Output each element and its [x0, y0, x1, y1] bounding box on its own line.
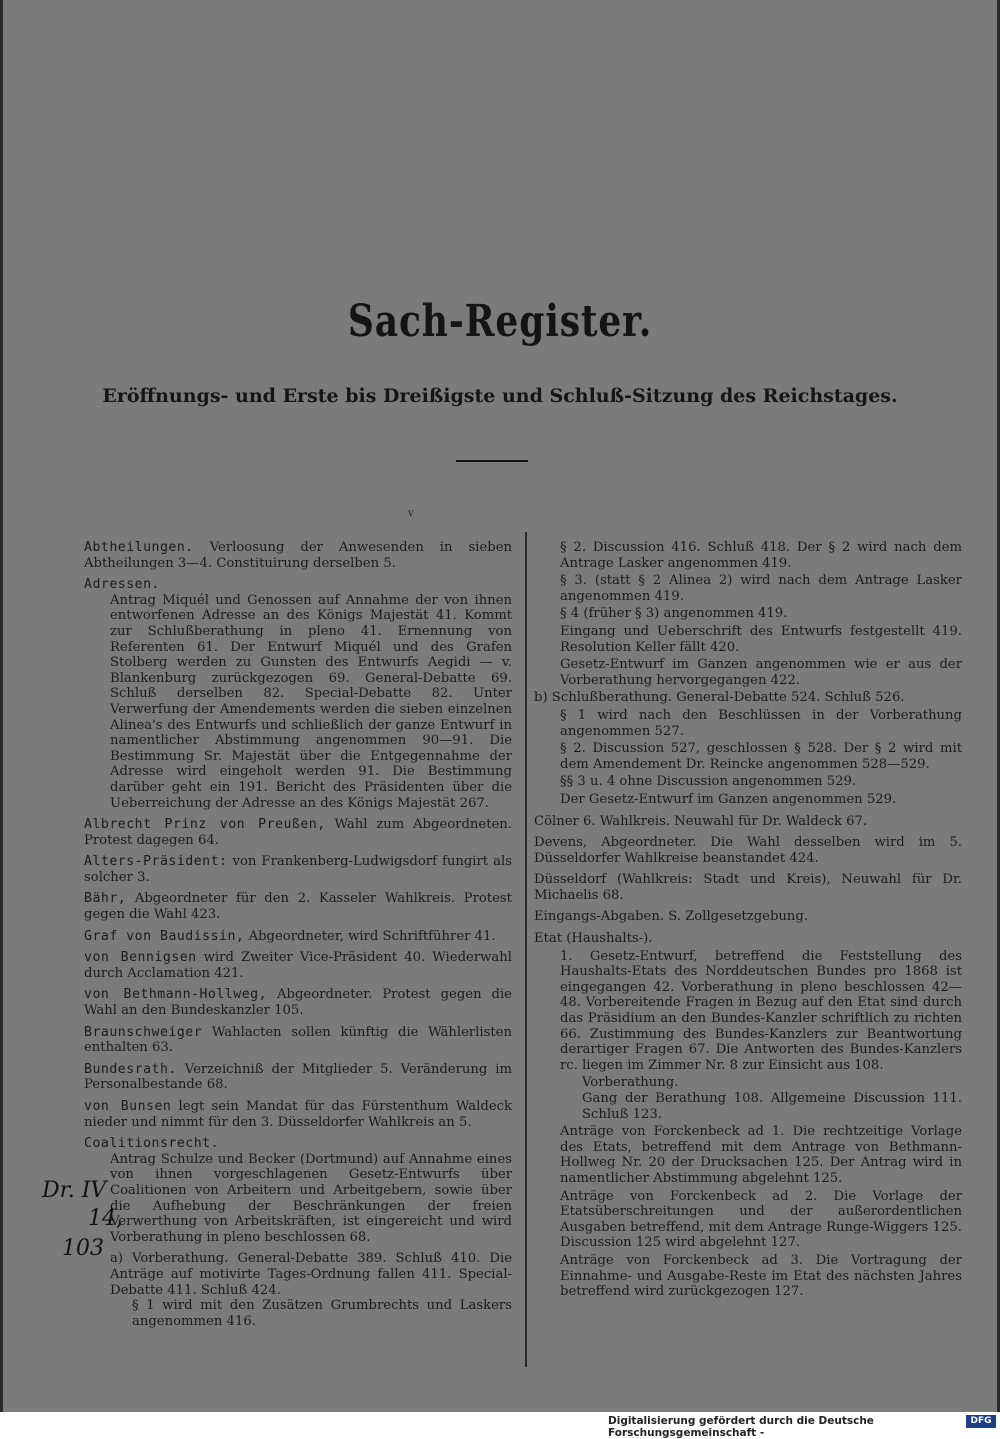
index-entry: 1. Gesetz-Entwurf, betreffend die Feststellung des Haushalts-Etats des Norddeutschen Bundes pro 1868 ist eingegangen 42. Vorberathung in pleno beschlossen 42—48. Vorbereitende Fragen in Bezug auf den Etat sind durch das Präsidium an den Bundes-Kanzler schriftlich zu richten 66. Zustimmung des Bundes-Kanzlers zur Beantwortung derartiger Fragen 67. Die Antworten des Bundes-Kanzlers rc. liegen im Zimmer Nr. 8 zur Einsicht aus 108. — [560, 948, 962, 1073]
dfg-logo: DFG — [966, 1415, 996, 1428]
index-entry: Bundesrath. Verzeichniß der Mitglieder 5. Veränderung im Personalbestande 68. — [84, 1061, 512, 1093]
index-entry: Antrag Schulze und Becker (Dortmund) auf Annahme eines von ihnen vorgeschlagenen Gesetz-Entwurfs über Coalitionen von Arbeitern und Arbeitgebern, sowie über die Aufhebung der Beschränkungen der freien Verwerthung von Arbeitskräften, ist eingereicht und wird Vorberathung in pleno beschlossen 68. — [110, 1151, 512, 1245]
index-entry: Graf von Baudissin, Abgeordneter, wird Schriftführer 41. — [84, 928, 496, 944]
index-entry: Devens, Abgeordneter. Die Wahl desselben wird im 5. Düsseldorfer Wahlkreise beanstandet 424. — [534, 835, 962, 866]
index-entry: b) Schlußberathung. General-Debatte 524. Schluß 526. — [534, 690, 905, 706]
index-entry: § 1 wird nach den Beschlüssen in der Vorberathung angenommen 527. — [560, 707, 962, 739]
index-entry: §§ 3 u. 4 ohne Discussion angenommen 529. — [560, 774, 857, 790]
handwritten-note: Dr. IV — [42, 1178, 107, 1203]
index-entry: Adressen. — [84, 577, 160, 593]
index-entry: Eingang und Ueberschrift des Entwurfs festgestellt 419. Resolution Keller fällt 420. — [560, 623, 962, 655]
signature-mark: v — [408, 508, 414, 519]
index-entry: von Bethmann-Hollweg, Abgeordneter. Protest gegen die Wahl an den Bundeskanzler 105. — [84, 987, 512, 1019]
index-entry: Gang der Berathung 108. Allgemeine Discussion 111. Schluß 123. — [582, 1091, 962, 1122]
column-divider — [525, 532, 527, 1367]
index-entry: Der Gesetz-Entwurf im Ganzen angenommen 529. — [560, 791, 897, 807]
handwritten-note: 14, — [88, 1206, 123, 1231]
handwritten-note: 103 — [62, 1236, 104, 1261]
index-entry: Bähr, Abgeordneter für den 2. Kasseler Wahlkreis. Protest gegen die Wahl 423. — [84, 891, 512, 923]
left-column — [84, 540, 512, 1335]
index-entry: Braunschweiger Wahlacten sollen künftig die Wählerlisten enthalten 63. — [84, 1024, 512, 1056]
funding-notice: Digitalisierung gefördert durch die Deutsche Forschungsgemeinschaft - — [608, 1415, 874, 1439]
index-entry: § 4 (früher § 3) angenommen 419. — [560, 606, 788, 622]
index-entry: Anträge von Forckenbeck ad 2. Die Vorlage der Etatsüberschreitungen und der außerordentlichen Ausgaben betreffend, mit dem Antrage Runge-Wiggers 125. Discussion 125 wird abgelehnt 127. — [560, 1188, 962, 1251]
index-entry: Gesetz-Entwurf im Ganzen angenommen wie er aus der Vorberathung hervorgegangen 422. — [560, 657, 962, 688]
page-subtitle: Eröffnungs- und Erste bis Dreißigste und Schluß-Sitzung des Reichstages. — [102, 385, 898, 407]
index-entry: Coalitionsrecht. — [84, 1136, 220, 1152]
index-entry: Albrecht Prinz von Preußen, Wahl zum Abgeordneten. Protest dagegen 64. — [84, 817, 512, 848]
index-entry: § 3. (statt § 2 Alinea 2) wird nach dem Antrage Lasker angenommen 419. — [560, 573, 962, 604]
index-entry: § 1 wird mit den Zusätzen Grumbrechts und Laskers angenommen 416. — [132, 1298, 512, 1329]
index-entry: § 2. Discussion 527, geschlossen § 528. Der § 2 wird mit dem Amendement Dr. Reincke angenommen 528—529. — [560, 741, 962, 772]
index-entry: Vorberathung. — [582, 1075, 679, 1091]
index-entry: Anträge von Forckenbeck ad 3. Die Vortragung der Einnahme- und Ausgabe-Reste im Etat des nächsten Jahres betreffend wird zurückgezogen 127. — [560, 1252, 962, 1300]
page-title: Sach-Register. — [347, 296, 653, 347]
index-entry: Eingangs-Abgaben. S. Zollgesetzgebung. — [534, 909, 809, 925]
index-entry: Düsseldorf (Wahlkreis: Stadt und Kreis), Neuwahl für Dr. Michaelis 68. — [534, 872, 962, 903]
right-column — [534, 540, 962, 1306]
page-edge-left — [0, 0, 3, 1412]
index-entry: von Bunsen legt sein Mandat für das Fürstenthum Waldeck nieder und nimmt für den 3. Düsseldorfer Wahlkreis an 5. — [84, 1099, 512, 1130]
index-entry: Etat (Haushalts-). — [534, 931, 653, 947]
index-entry: Cölner 6. Wahlkreis. Neuwahl für Dr. Waldeck 67. — [534, 813, 868, 829]
index-entry: a) Vorberathung. General-Debatte 389. Schluß 410. Die Anträge auf motivirte Tages-Ordnung fallen 411. Special-Debatte 411. Schluß 424. — [110, 1251, 512, 1298]
title-divider — [456, 460, 528, 462]
index-entry: § 2. Discussion 416. Schluß 418. Der § 2 wird nach dem Antrage Lasker angenommen 419. — [560, 540, 962, 571]
index-entry: Alters-Präsident: von Frankenberg-Ludwigsdorf fungirt als solcher 3. — [84, 854, 512, 885]
index-entry: Anträge von Forckenbeck ad 1. Die rechtzeitige Vorlage des Etats, betreffend mit dem Antrage von Bethmann-Hollweg Nr. 20 der Drucksachen 125. Der Antrag wird in namentlicher Abstimmung abgelehnt 125. — [560, 1124, 962, 1186]
index-entry: Abtheilungen. Verloosung der Anwesenden in sieben Abtheilungen 3—4. Constituirung derselben 5. — [84, 540, 513, 571]
index-entry: Antrag Miquél und Genossen auf Annahme der von ihnen entworfenen Adresse an des Königs Majestät 41. Kommt zur Schlußberathung in pleno 41. Ernennung von Referenten 61. Der Entwurf Miquél und des Grafen Stolberg werden zu Gunsten des Entwurfs Aegidi — v. Blankenburg zurückgezogen 69. General-Debatte 69. Schluß derselben 82. Special-Debatte 82. Unter Verwerfung der Amendements werden die sieben einzelnen Alinea's des Entwurfs und schließlich der ganze Entwurf in namentlicher Abstimmung angenommen 90—91. Die Bestimmung Sr. Majestät über die Entgegennahme der Adresse wird eingeholt werden 91. Die Bestimmung darüber geht ein 191. Bericht des Präsidenten über die Ueberreichung der Adresse an des Königs Majestät 267. — [110, 592, 512, 811]
index-entry: von Bennigsen wird Zweiter Vice-Präsident 40. Wiederwahl durch Acclamation 421. — [84, 950, 512, 981]
